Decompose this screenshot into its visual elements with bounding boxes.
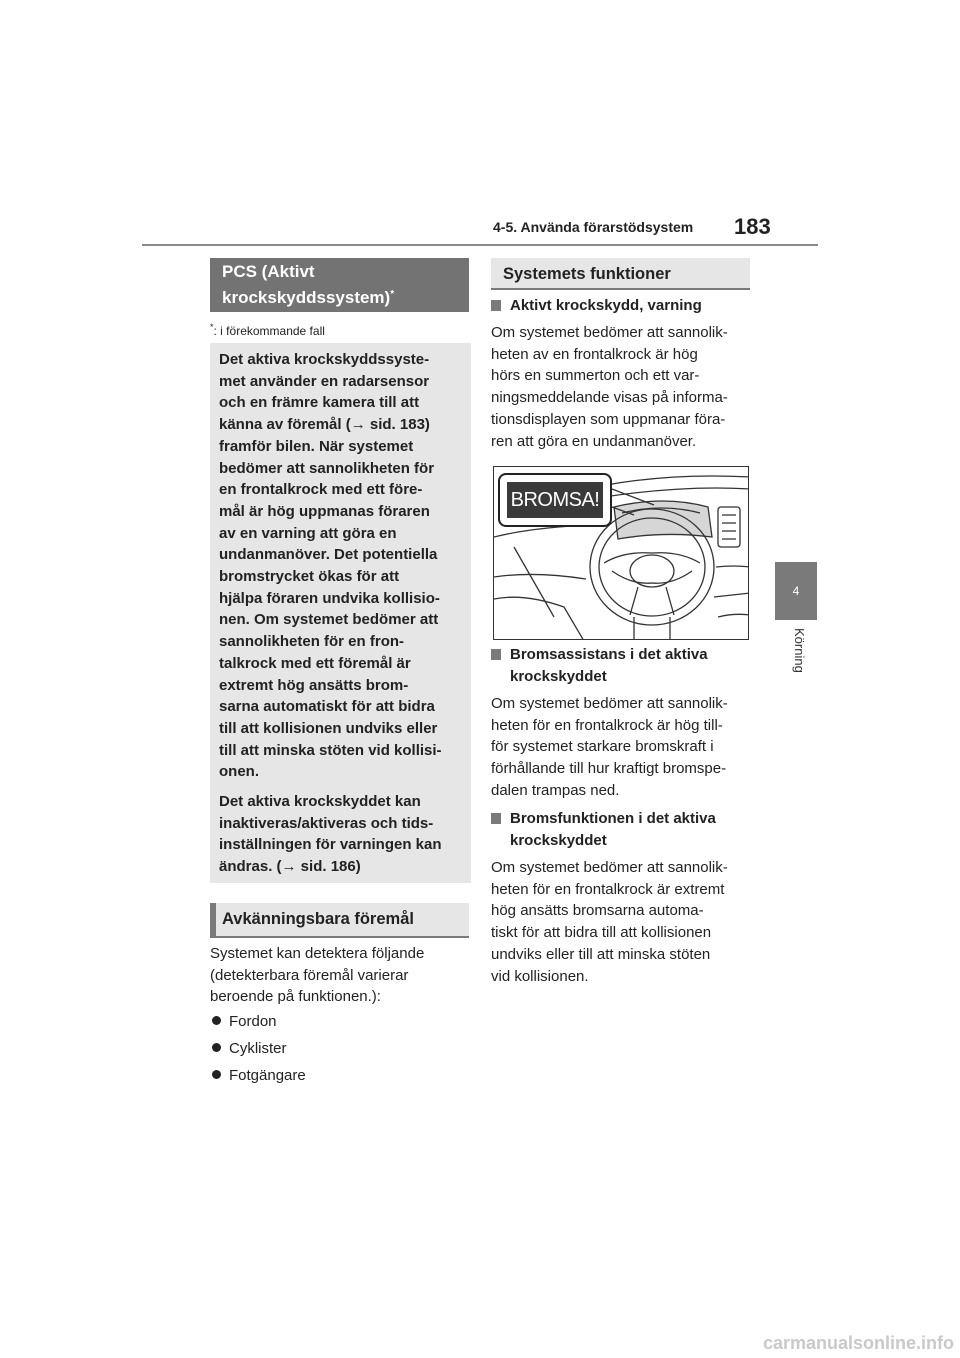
pcs-paragraph-2: Det aktiva krockskyddet kan inaktiveras/aktiveras och tids- inställningen för varningen kan ändras. (→ sid. 186) [219,793,442,876]
brake-warning-message: BROMSA! [507,482,603,518]
heading-underline [491,288,750,290]
brake-assist-text: Om systemet bedömer att sannolik- heten för en frontalkrock är hög till- för systemet starkare bromskraft i förhållande till hur kraftigt bromspe- dalen trampas ned. [491,695,728,799]
chapter-tab[interactable] [775,562,817,620]
pcs-title-line1: PCS (Aktivt [222,262,315,281]
bullet-icon [212,1016,221,1025]
list-item: Fotgängare [212,1067,306,1084]
bullet-icon [212,1043,221,1052]
header-divider [142,244,818,246]
warning-message-bubble [498,473,612,527]
square-bullet-icon [491,813,501,824]
section-title: 4-5. Använda förarstödsystem [493,219,694,235]
pcs-asterisk: * [390,289,395,300]
page-number: 183 [734,214,771,239]
square-bullet-icon [491,649,501,660]
list-item: Cyklister [212,1040,287,1057]
pcs-title-line2: krockskyddssystem) [222,288,391,307]
dashboard-illustration [493,466,749,640]
subheading-brake-assist: Bromsassistans i det aktiva krockskyddet [491,644,751,687]
brake-function-text: Om systemet bedömer att sannolik- heten för en frontalkrock är extremt hög ansätts bromsarna automa- tiskt för att bidra till att kollisionen undviks eller till att minska stöten vid kollisionen. [491,859,728,985]
chapter-label: Körning [792,628,807,673]
system-functions-heading: Systemets funktioner [491,258,750,288]
square-bullet-icon [491,300,501,311]
heading-underline [210,936,469,938]
pcs-title [210,258,469,312]
subheading-brake-function: Bromsfunktionen i det aktiva krockskyddet [491,808,751,851]
subheading-warning: Aktivt krockskydd, varning [491,295,751,317]
footnote-mark: * [210,322,214,332]
warning-text: Om systemet bedömer att sannolik- heten av en frontalkrock är hög hörs en summerton och ett var- ningsmeddelande visas på informa- tionsdisplayen som uppmanar föra- ren att göra en undanmanöver. [491,324,728,450]
list-item: Fordon [212,1013,277,1030]
detectable-objects-heading: Avkänningsbara föremål [210,903,469,936]
chapter-number: 4 [792,584,800,598]
pcs-paragraph-1: Det aktiva krockskyddssyste- met använder en radarsensor och en främre kamera till att känna av föremål (→ sid. 183) framför bilen. När systemet bedömer att sannolikheten för en frontalkrock med ett före- mål är hög uppmanas föraren av en varning att göra en undanmanöver. Det potentiella bromstrycket ökas för att hjälpa föraren undvika kollisio- nen. Om systemet bedömer att sannolikheten för en fron- talkrock med ett föremål är extremt hög ansätts brom- sarna automatiskt för att bidra till att kollisionen undviks eller till att minska stöten vid kollisi- onen. [219,351,442,781]
bullet-icon [212,1070,221,1079]
footnote [210,322,325,338]
footnote-text: : i förekommande fall [213,324,325,338]
detectable-intro: Systemet kan detektera följande (detekterbara föremål varierar beroende på funktionen.): [210,945,425,1006]
watermark: carmanualsonline.info [762,1333,954,1353]
